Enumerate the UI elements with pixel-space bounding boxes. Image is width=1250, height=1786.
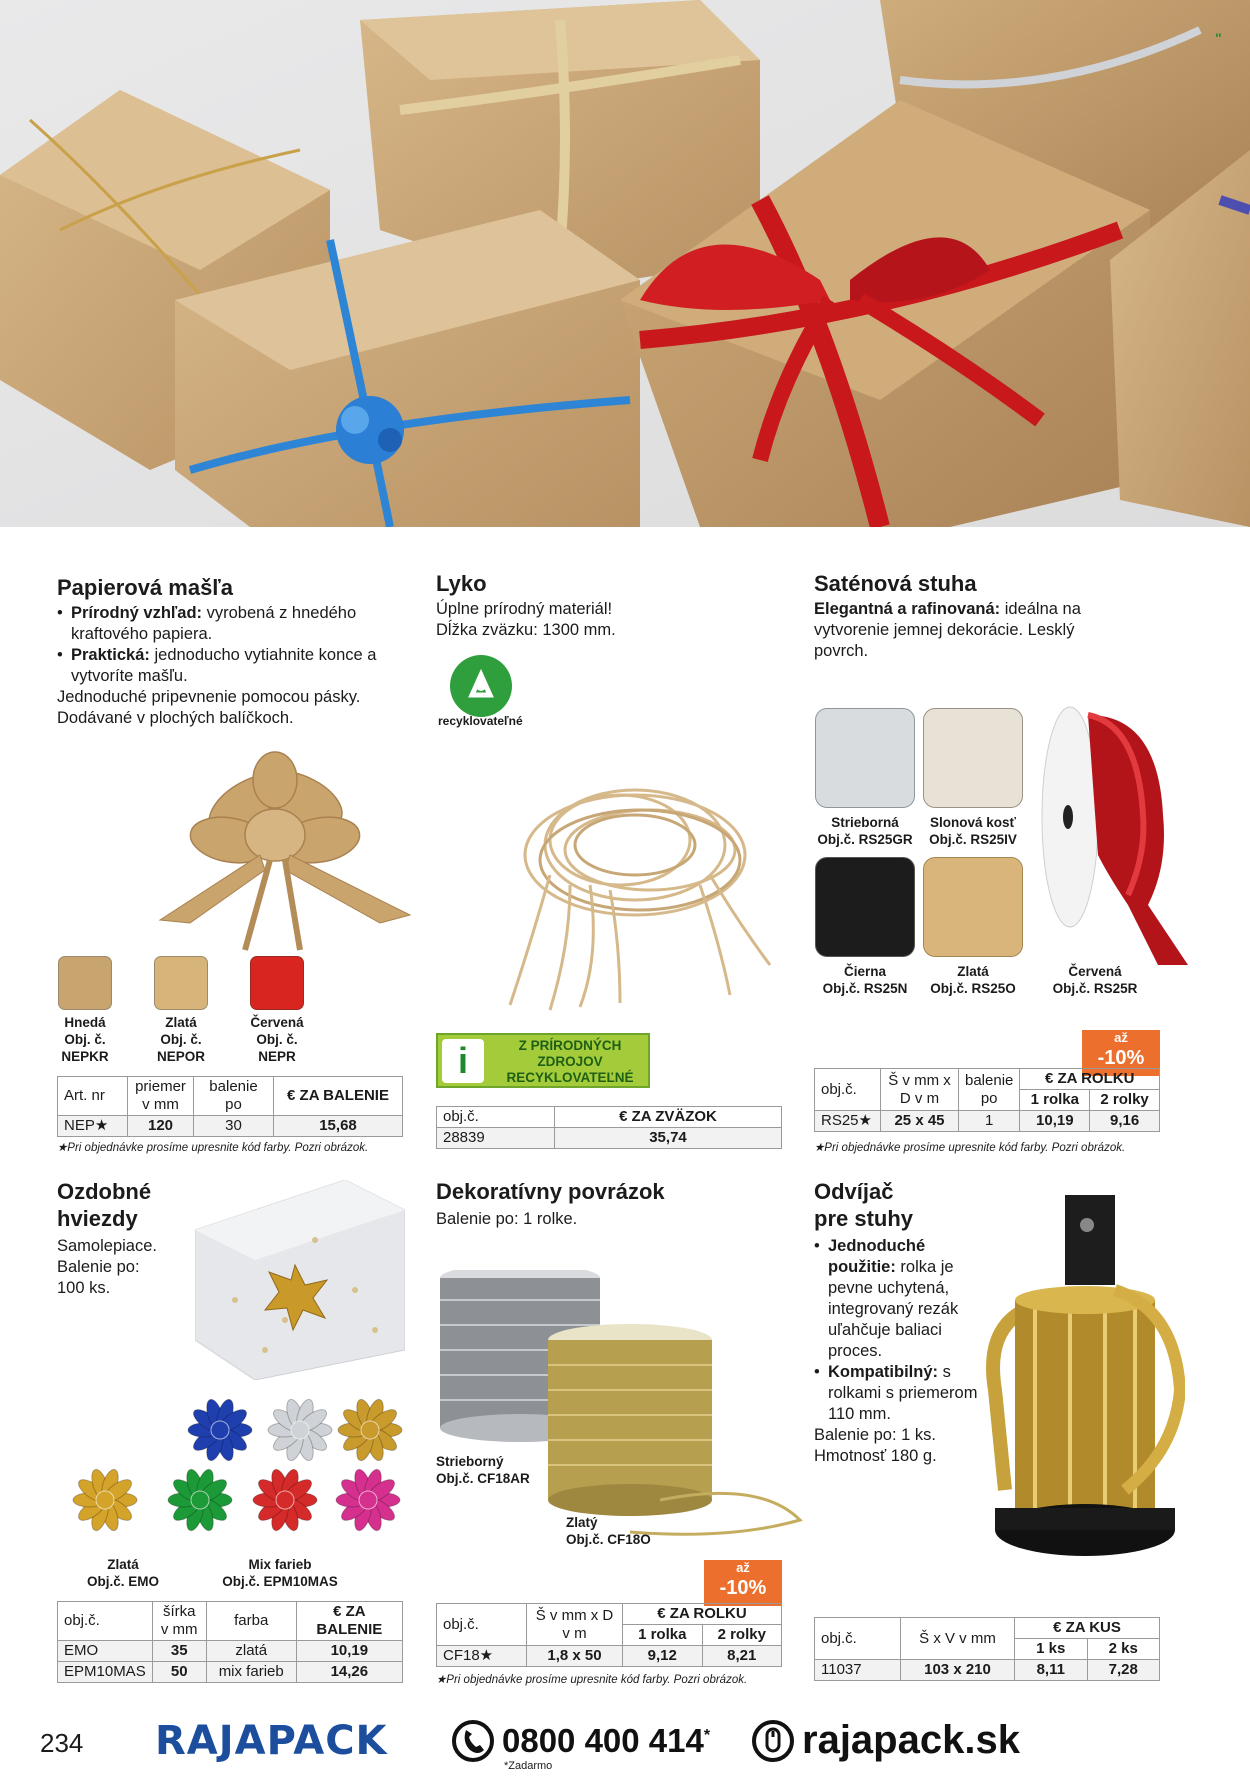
dispenser-section <box>814 1178 984 1467</box>
raffia-line-2: Dĺžka zväzku: 1300 mm. <box>436 621 616 639</box>
natural-sources-badge <box>436 1033 650 1088</box>
swatch-zlata-saten <box>923 857 1023 957</box>
swatch-hneda-label: Hnedá Obj. č. NEPKR <box>61 1015 109 1064</box>
raffia-price-table: obj.č. € ZA ZVÄZOK 28839 35,74 <box>436 1106 782 1149</box>
dispenser-line-3: Balenie po: 1 ks. <box>814 1426 936 1444</box>
cord-section <box>436 1178 796 1230</box>
table-row: 11037 103 x 210 8,11 7,28 <box>815 1660 1160 1681</box>
cord-gold-label: Zlatý Obj.č. CF18O <box>566 1515 651 1547</box>
phone-number[interactable]: 0800 400 414* <box>502 1722 711 1759</box>
stars-line-1: Samolepiace. <box>57 1237 157 1255</box>
table-row: NEP★ 120 30 15,68 <box>58 1116 403 1137</box>
paper-bow-bullet-1: • Prírodný vzhľad: vyrobená z hnedého kraftového papiera. <box>57 603 417 645</box>
dispenser-price-table: obj.č. Š x V v mm € ZA KUS 1 ks 2 ks 11037 103 x 210 8,11 7,28 <box>814 1617 1160 1681</box>
swatch-cervena-label: Červená Obj. č. NEPR <box>250 1015 304 1064</box>
cord-line-1: Balenie po: 1 rolke. <box>436 1210 578 1228</box>
page-number: 234 <box>40 1728 84 1758</box>
stars-title-2: hviezdy <box>57 1206 138 1231</box>
table-row: EMO 35 zlatá 10,19 <box>58 1641 403 1662</box>
satin-discount-badge: až -10% <box>1082 1030 1160 1076</box>
badge-text: Z PRÍRODNÝCH ZDROJOV RECYKLOVATEĽNÉ <box>506 1038 634 1085</box>
swatch-zlata <box>154 956 208 1010</box>
raffia-line-1: Úplne prírodný materiál! <box>436 600 613 618</box>
cord-note: ★Pri objednávke prosíme upresnite kód farby. Pozri obrázok. <box>436 1674 748 1686</box>
stars-title-1: Ozdobné <box>57 1179 152 1204</box>
dispenser-title-2: pre stuhy <box>814 1206 914 1231</box>
star-bow <box>253 1467 317 1532</box>
swatch-cervena <box>250 956 304 1010</box>
stars-section <box>57 1178 197 1299</box>
cord-spools-image <box>430 1270 810 1540</box>
stars-price-table: obj.č. šírka v mm farba € ZA BALENIE EMO 35 zlatá 10,19 EPM10MAS 50 mix farieb 14,26 <box>57 1601 403 1683</box>
star-gift-box-image <box>195 1180 405 1380</box>
star-bow <box>73 1467 137 1532</box>
star-bows-image <box>50 1390 410 1560</box>
table-row: EPM10MAS 50 mix farieb 14,26 <box>58 1662 403 1683</box>
th-art-nr: Art. nr <box>58 1077 128 1116</box>
satin-ribbon-section <box>814 570 1194 662</box>
paper-bow-image <box>140 745 420 955</box>
stars-mix-label: Mix farieb Obj.č. EPM10MAS <box>222 1557 338 1589</box>
stars-zlata-label: Zlatá Obj.č. EMO <box>86 1557 159 1589</box>
paper-bow-section <box>57 574 417 729</box>
cord-silver-label: Strieborný Obj.č. CF18AR <box>436 1454 530 1486</box>
recycle-icon <box>450 655 512 717</box>
star-bow <box>338 1397 402 1462</box>
table-row: 28839 35,74 <box>437 1128 782 1149</box>
paper-bow-title: Papierová mašľa <box>57 575 234 600</box>
ribbon-dispenser-image <box>975 1190 1185 1570</box>
dispenser-title-1: Odvíjač <box>814 1179 894 1204</box>
swatch-cierna <box>815 857 915 957</box>
recycle-label: recyklovateľné <box>438 714 523 728</box>
swatch-slonova-label: Slonová kosť Obj.č. RS25IV <box>929 815 1017 847</box>
swatch-cervena-saten-label: Červená Obj.č. RS25R <box>1052 964 1138 996</box>
paper-bow-price-table <box>57 1076 403 1137</box>
top-right-mark: " <box>1215 30 1222 46</box>
phone-icon <box>452 1720 494 1762</box>
table-row: CF18★ 1,8 x 50 9,12 8,21 <box>437 1646 782 1667</box>
satin-note: ★Pri objednávke prosíme upresnite kód farby. Pozri obrázok. <box>814 1142 1126 1154</box>
star-bow <box>336 1467 400 1532</box>
th-price: € ZA BALENIE <box>274 1077 403 1116</box>
cord-title: Dekoratívny povrázok <box>436 1179 665 1204</box>
info-icon: i <box>442 1039 484 1083</box>
table-row: RS25★ 25 x 45 1 10,19 9,16 <box>815 1111 1160 1132</box>
raffia-image <box>470 745 800 1015</box>
dispenser-line-4: Hmotnosť 180 g. <box>814 1447 937 1465</box>
paper-bow-bullet-2: • Praktická: jednoducho vytiahnite konce a vytvoríte mašľu. <box>57 645 417 687</box>
hero-gift-boxes-photo <box>0 0 1250 527</box>
star-bow <box>168 1467 232 1532</box>
satin-description: Elegantná a rafinovaná: ideálna na vytvorenie jemnej dekorácie. Lesklý povrch. <box>814 600 1081 660</box>
stars-line-2: Balenie po: <box>57 1258 140 1276</box>
raffia-section <box>436 570 796 641</box>
dispenser-bullet-2: • Kompatibilný: s rolkami s priemerom 110 mm. <box>814 1362 984 1425</box>
rajapack-logo: RAJAPACK <box>155 1718 388 1764</box>
swatch-cierna-label: Čierna Obj.č. RS25N <box>822 964 908 996</box>
paper-bow-line-3: Jednoduché pripevnenie pomocou pásky. <box>57 688 361 706</box>
swatch-hneda <box>58 956 112 1010</box>
swatch-zlata-label: Zlatá Obj. č. NEPOR <box>156 1015 205 1064</box>
swatch-striebrna-label: Strieborná Obj.č. RS25GR <box>817 815 913 847</box>
red-ribbon-spool-image <box>1038 705 1188 965</box>
paper-bow-line-4: Dodávané v plochých balíčkoch. <box>57 709 294 727</box>
phone-note: *Zadarmo <box>504 1760 553 1772</box>
raffia-title: Lyko <box>436 571 487 596</box>
star-bow <box>188 1397 252 1462</box>
dispenser-bullet-1: • Jednoduché použitie: rolka je pevne uchytená, integrovaný rezák uľahčuje baliaci proces. <box>814 1236 984 1362</box>
swatch-zlata-saten-label: Zlatá Obj.č. RS25O <box>930 964 1016 996</box>
stars-line-3: 100 ks. <box>57 1279 111 1297</box>
website-link[interactable]: rajapack.sk <box>802 1718 1020 1762</box>
star-bow <box>268 1397 332 1462</box>
paper-bow-note: ★Pri objednávke prosíme upresnite kód farby. Pozri obrázok. <box>57 1142 369 1154</box>
satin-title: Saténová stuha <box>814 571 977 596</box>
th-priemer: priemer v mm <box>128 1077 194 1116</box>
mouse-icon <box>752 1720 794 1762</box>
cord-discount-badge: až -10% <box>704 1560 782 1606</box>
swatch-striebrna <box>815 708 915 808</box>
swatch-slonova-kost <box>923 708 1023 808</box>
th-balenie: balenie po <box>194 1077 274 1116</box>
cord-price-table: obj.č. Š v mm x D v m € ZA ROLKU 1 rolka 2 rolky CF18★ 1,8 x 50 9,12 8,21 <box>436 1603 782 1667</box>
satin-price-table: obj.č. Š v mm x D v m balenie po € ZA ROLKU 1 rolka 2 rolky RS25★ 25 x 45 1 10,19 9,16 <box>814 1068 1160 1132</box>
